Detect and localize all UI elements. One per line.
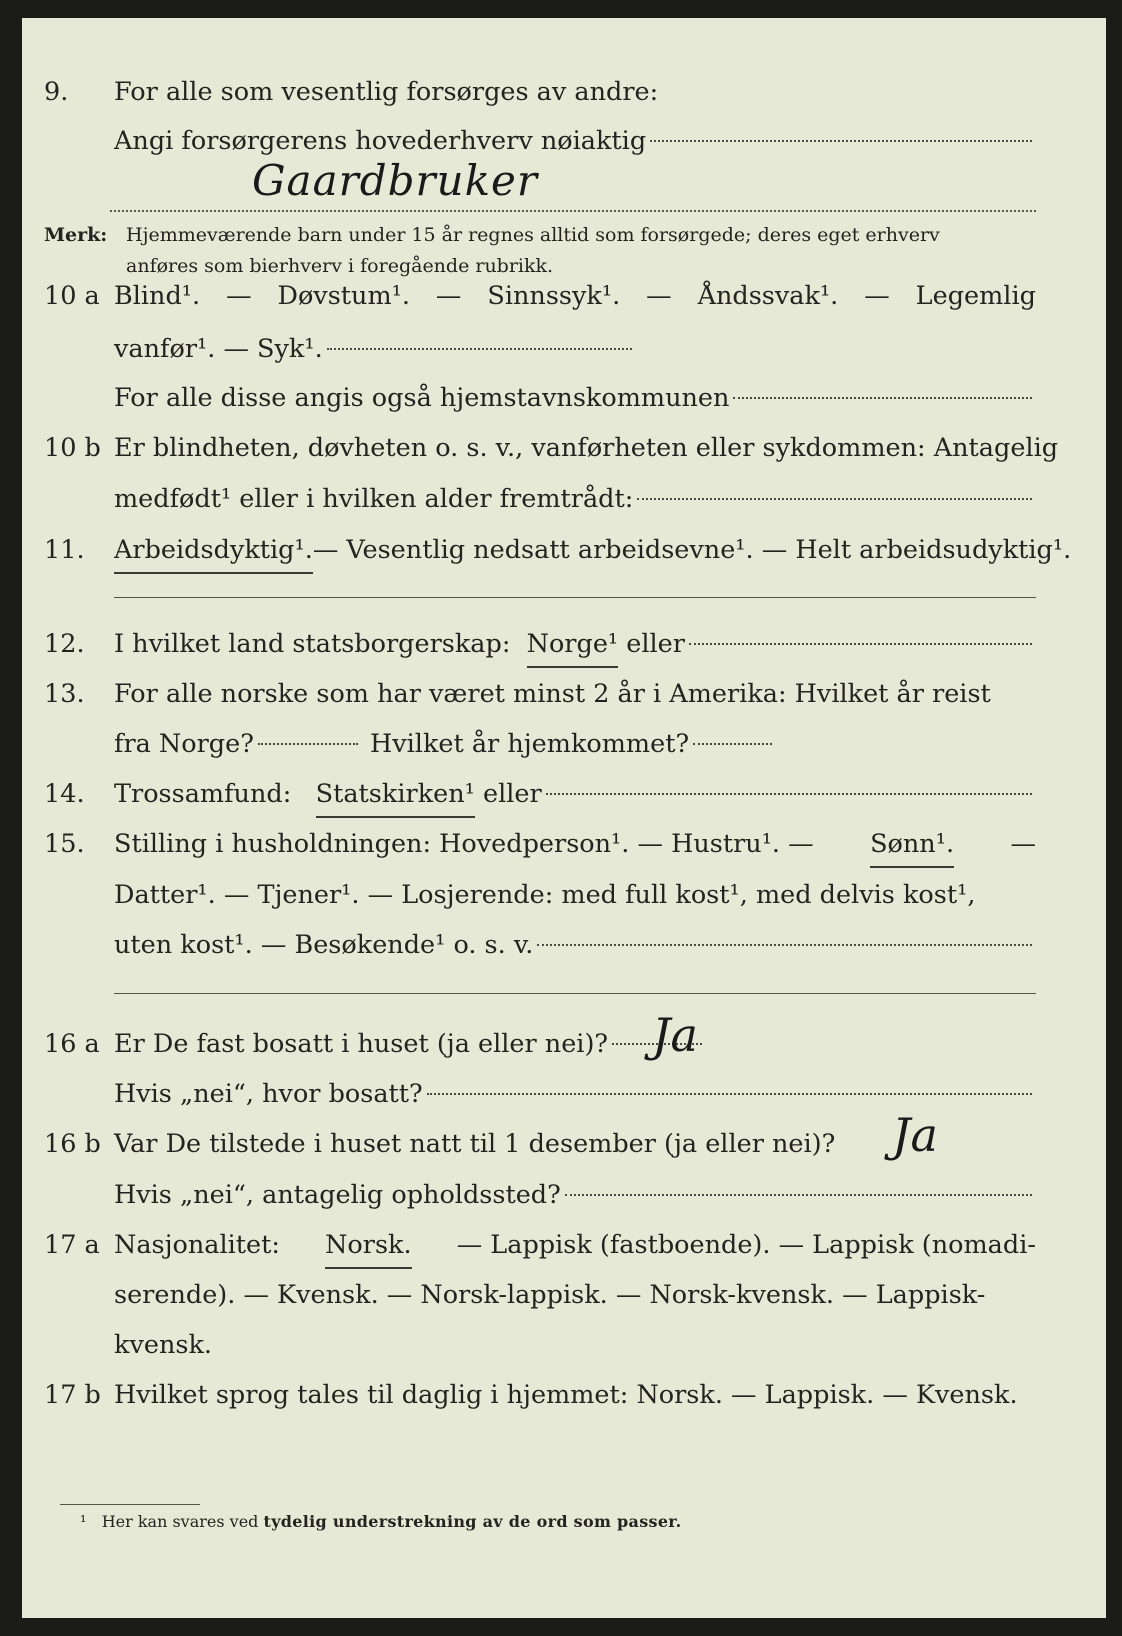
footnote-text-a: Her kan svares ved [101, 1512, 259, 1531]
q15-row-1 [22, 822, 1106, 866]
q9-answer-line[interactable] [110, 210, 1036, 212]
q13-departed-label: fra Norge? [114, 729, 254, 759]
q10b-age-field[interactable] [637, 498, 1032, 500]
q10a-opt-blind: Blind¹. [114, 281, 201, 311]
q12-other-field[interactable] [689, 643, 1032, 645]
q10a-opt-legemlig: Legemlig [915, 281, 1036, 311]
q14-label: Trossamfund: [114, 779, 292, 809]
q17a-options-c: kvensk. [114, 1330, 213, 1360]
footnote-mark: ¹ [80, 1512, 87, 1531]
q16b-number: 16 b [44, 1129, 101, 1159]
footnote [80, 1512, 681, 1531]
q17b-question: Hvilket sprog tales til daglig i hjemmet: Norsk. — Lappisk. — Kvensk. [114, 1380, 1018, 1410]
q9-row-1 [22, 70, 1106, 114]
q9-provider-field[interactable] [650, 140, 1032, 142]
q11-answer-line[interactable] [114, 597, 1036, 598]
q16b-handwritten-answer: Ja [892, 1108, 938, 1162]
q11-number: 11. [44, 535, 85, 565]
footnote-rule [60, 1504, 200, 1505]
dash: — [226, 281, 252, 311]
q11-other-options: — Vesentlig nedsatt arbeidsevne¹. — Helt arbeidsudyktig¹. [312, 535, 1072, 565]
q15-options-a: Stilling i husholdningen: Hovedperson¹. — Hustru¹. — [114, 829, 814, 859]
q15-number: 15. [44, 829, 85, 859]
q11-row [22, 528, 1106, 572]
q15-other-field[interactable] [537, 944, 1032, 946]
q10a-hometown-field[interactable] [733, 397, 1032, 399]
q10a-opt-sinnssyk: Sinnssyk¹. [487, 281, 621, 311]
q16b-where-field[interactable] [565, 1194, 1032, 1196]
q16b-question: Var De tilstede i huset natt til 1 desember (ja eller nei)? [114, 1129, 836, 1159]
q16b-row-2 [22, 1173, 1106, 1217]
dash: — [435, 281, 462, 311]
q16a-where-label: Hvis „nei“, hvor bosatt? [114, 1079, 423, 1109]
q12-number: 12. [44, 629, 85, 659]
dash: — [646, 281, 672, 311]
q12-row [22, 622, 1106, 666]
q17a-number: 17 a [44, 1230, 100, 1260]
q12-opt-norge[interactable]: Norge¹ [527, 622, 619, 668]
q13-returned-field[interactable] [693, 743, 772, 745]
merk-label: Merk: [44, 224, 108, 246]
q10a-row-2 [22, 327, 1106, 371]
q15-answer-line[interactable] [114, 993, 1036, 994]
q10a-syk-field[interactable] [327, 348, 632, 350]
q10b-number: 10 b [44, 433, 101, 463]
q14-other-field[interactable] [546, 793, 1032, 795]
q16a-number: 16 a [44, 1029, 100, 1059]
q12-eller: eller [626, 629, 685, 659]
q17b-number: 17 b [44, 1380, 101, 1410]
q13-row-2 [22, 722, 1106, 766]
q9-question: For alle som vesentlig forsørges av andre: [114, 77, 659, 107]
q17a-row-3 [22, 1323, 1106, 1367]
q10b-row-1 [22, 426, 1106, 470]
q16b-row-1 [22, 1122, 1106, 1166]
q15-opt-sonn[interactable]: Sønn¹. [870, 822, 954, 868]
q13-returned-label: Hvilket år hjemkommet? [370, 729, 690, 759]
q14-row [22, 772, 1106, 816]
q17a-options-b: serende). — Kvensk. — Norsk-lappisk. — Norsk-kvensk. — Lappisk- [114, 1280, 986, 1310]
q17a-row-1 [22, 1223, 1106, 1267]
q10a-opt-andssvak: Åndssvak¹. [697, 281, 839, 311]
q14-opt-statskirken[interactable]: Statskirken¹ [316, 772, 475, 818]
q9-row-2 [22, 119, 1106, 163]
q10a-number: 10 a [44, 281, 100, 311]
q17a-options-a: — Lappisk (fastboende). — Lappisk (nomadi- [456, 1230, 1036, 1260]
dash: — [864, 281, 890, 311]
q13-number: 13. [44, 679, 85, 709]
q9-handwritten-answer: Gaardbruker [252, 156, 538, 205]
q17b-row [22, 1373, 1106, 1417]
merk-text: Hjemmeværende barn under 15 år regnes alltid som forsørgede; deres eget erhverv anføres som bierhverv i foregående rubrikk. [126, 224, 940, 277]
q10b-age-label: medfødt¹ eller i hvilken alder fremtrådt: [114, 484, 634, 514]
q17a-row-2 [22, 1273, 1106, 1317]
q16b-where-label: Hvis „nei“, antagelig opholdssted? [114, 1180, 561, 1210]
q10b-question: Er blindheten, døvheten o. s. v., vanførheten eller sykdommen: Antagelig [114, 433, 1059, 463]
q15-dash: — [1010, 829, 1036, 859]
q16a-row-2 [22, 1072, 1106, 1116]
q15-options-b: Datter¹. — Tjener¹. — Losjerende: med full kost¹, med delvis kost¹, [114, 880, 976, 910]
q9-number: 9. [44, 77, 69, 107]
q16a-question: Er De fast bosatt i huset (ja eller nei)? [114, 1029, 609, 1059]
q15-options-c: uten kost¹. — Besøkende¹ o. s. v. [114, 930, 534, 960]
q16a-where-field[interactable] [427, 1093, 1032, 1095]
q13-row-1 [22, 672, 1106, 716]
q10a-opt-dovstum: Døvstum¹. [277, 281, 410, 311]
q16a-row-1 [22, 1022, 1106, 1066]
q12-question: I hvilket land statsborgerskap: [114, 629, 511, 659]
q15-row-2 [22, 873, 1106, 917]
q10a-row-3 [22, 376, 1106, 420]
q11-opt-arbeidsdyktig[interactable]: Arbeidsdyktig¹. [114, 528, 313, 574]
q14-eller: eller [483, 779, 542, 809]
q14-number: 14. [44, 779, 85, 809]
q10a-line2: vanfør¹. — Syk¹. [114, 334, 323, 364]
q10b-row-2 [22, 477, 1106, 521]
q13-departed-field[interactable] [258, 743, 358, 745]
q13-question: For alle norske som har været minst 2 år i Amerika: Hvilket år reist [114, 679, 991, 709]
census-form-page [22, 18, 1106, 1618]
q10a-row-1 [22, 274, 1106, 318]
q16a-handwritten-answer: Ja [652, 1008, 698, 1062]
q17a-opt-norsk[interactable]: Norsk. [325, 1223, 412, 1269]
q17a-label: Nasjonalitet: [114, 1230, 280, 1260]
q9-provider-label: Angi forsørgerens hovederhverv nøiaktig [114, 126, 647, 156]
q10a-hometown-label: For alle disse angis også hjemstavnskommunen [114, 383, 730, 413]
footnote-text-b: tydelig understrekning av de ord som passer. [263, 1512, 682, 1531]
q15-row-3 [22, 923, 1106, 967]
